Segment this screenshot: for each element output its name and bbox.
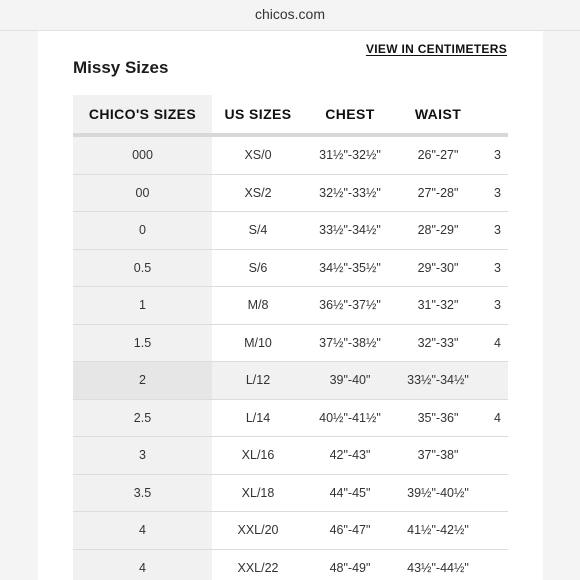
cell-waist: 28"-29" <box>396 212 480 250</box>
cell-chest: 48"-49" <box>304 549 396 580</box>
cell-next-column: 3 <box>480 249 508 287</box>
cell-chest: 37½"-38½" <box>304 324 396 362</box>
cell-chicos-size: 000 <box>73 135 212 174</box>
cell-waist: 26"-27" <box>396 135 480 174</box>
cell-chest: 44"-45" <box>304 474 396 512</box>
cell-chicos-size: 0 <box>73 212 212 250</box>
cell-chest: 34½"-35½" <box>304 249 396 287</box>
cell-waist: 32"-33" <box>396 324 480 362</box>
table-row <box>73 437 508 475</box>
cell-chest: 39"-40" <box>304 362 396 400</box>
header-waist: WAIST <box>396 95 480 135</box>
table-row <box>73 399 508 437</box>
view-in-centimeters-link[interactable]: VIEW IN CENTIMETERS <box>365 42 507 56</box>
url-text: chicos.com <box>254 6 326 22</box>
cell-chicos-size: 4 <box>73 512 212 550</box>
cell-waist: 35"-36" <box>396 399 480 437</box>
cell-us-size: XS/0 <box>212 135 304 174</box>
cell-next-column: 3 <box>480 287 508 325</box>
table-row <box>73 549 508 580</box>
size-table <box>73 95 508 580</box>
cell-us-size: XL/18 <box>212 474 304 512</box>
cell-chicos-size: 3 <box>73 437 212 475</box>
cell-chicos-size: 4 <box>73 549 212 580</box>
cell-us-size: XXL/22 <box>212 549 304 580</box>
cell-next-column: 4 <box>480 399 508 437</box>
cell-chicos-size: 00 <box>73 174 212 212</box>
cell-chicos-size: 3.5 <box>73 474 212 512</box>
cell-us-size: XS/2 <box>212 174 304 212</box>
cell-next-column <box>480 512 508 550</box>
table-row <box>73 512 508 550</box>
cell-next-column <box>480 437 508 475</box>
table-row <box>73 174 508 212</box>
cell-us-size: M/8 <box>212 287 304 325</box>
table-row <box>73 362 508 400</box>
cell-chest: 36½"-37½" <box>304 287 396 325</box>
table-row <box>73 324 508 362</box>
cell-chicos-size: 0.5 <box>73 249 212 287</box>
cell-next-column: 3 <box>480 174 508 212</box>
table-header-row <box>73 95 508 135</box>
cell-chest: 40½"-41½" <box>304 399 396 437</box>
cell-waist: 33½"-34½" <box>396 362 480 400</box>
table-row <box>73 212 508 250</box>
cell-waist: 41½"-42½" <box>396 512 480 550</box>
cell-chicos-size: 1 <box>73 287 212 325</box>
cell-next-column <box>480 362 508 400</box>
cell-chicos-size: 2 <box>73 362 212 400</box>
cell-chest: 46"-47" <box>304 512 396 550</box>
header-next-column <box>480 95 508 135</box>
cell-chicos-size: 1.5 <box>73 324 212 362</box>
cell-next-column: 3 <box>480 212 508 250</box>
table-row <box>73 474 508 512</box>
size-table-scroll[interactable] <box>73 95 508 580</box>
cell-chest: 42"-43" <box>304 437 396 475</box>
cell-us-size: L/12 <box>212 362 304 400</box>
cell-waist: 37"-38" <box>396 437 480 475</box>
size-chart-panel <box>38 31 543 580</box>
header-us-sizes: US SIZES <box>212 95 304 135</box>
cell-us-size: XXL/20 <box>212 512 304 550</box>
cell-waist: 31"-32" <box>396 287 480 325</box>
cell-chicos-size: 2.5 <box>73 399 212 437</box>
cell-us-size: XL/16 <box>212 437 304 475</box>
cell-next-column <box>480 474 508 512</box>
page-title: Missy Sizes <box>73 58 169 77</box>
cell-waist: 43½"-44½" <box>396 549 480 580</box>
table-row <box>73 249 508 287</box>
cell-next-column: 4 <box>480 324 508 362</box>
cell-waist: 29"-30" <box>396 249 480 287</box>
cell-chest: 33½"-34½" <box>304 212 396 250</box>
cell-us-size: S/6 <box>212 249 304 287</box>
cell-chest: 32½"-33½" <box>304 174 396 212</box>
browser-address-bar[interactable] <box>0 0 580 31</box>
cell-next-column <box>480 549 508 580</box>
cell-us-size: M/10 <box>212 324 304 362</box>
cell-waist: 27"-28" <box>396 174 480 212</box>
cell-waist: 39½"-40½" <box>396 474 480 512</box>
table-row <box>73 135 508 174</box>
header-chest: CHEST <box>304 95 396 135</box>
cell-chest: 31½"-32½" <box>304 135 396 174</box>
cell-us-size: S/4 <box>212 212 304 250</box>
cell-next-column: 3 <box>480 135 508 174</box>
cell-us-size: L/14 <box>212 399 304 437</box>
table-row <box>73 287 508 325</box>
header-chicos-sizes: CHICO'S SIZES <box>73 95 212 135</box>
